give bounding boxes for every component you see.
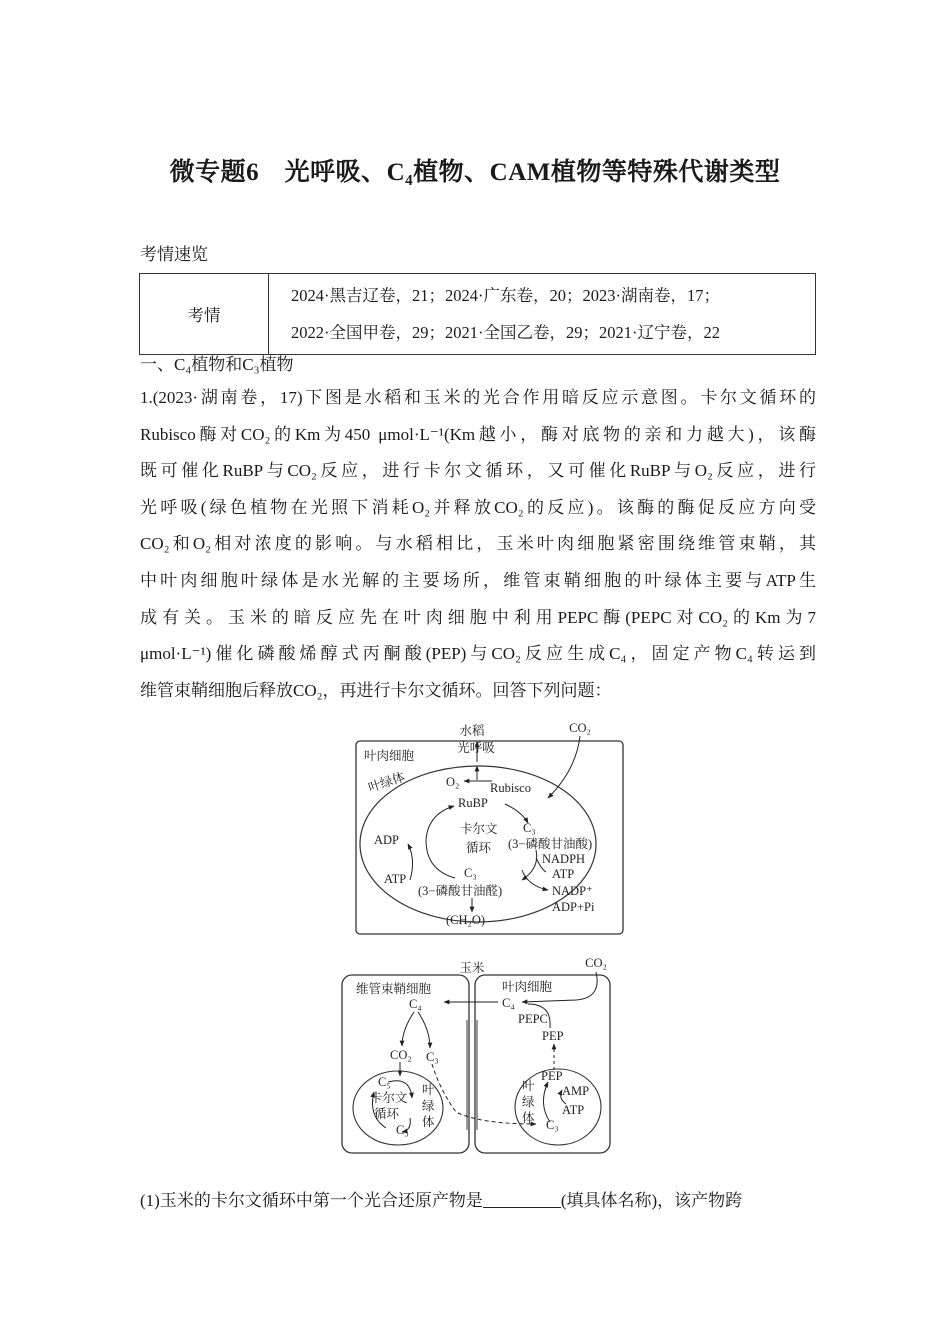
question-line: Rubisco酶对CO₂的Km为450 μmol·L⁻¹(Km越小，酶对底物的亲和力越大)，该酶 — [140, 424, 816, 444]
maize-chloroplast-right-2: 绿 — [522, 1095, 535, 1109]
rice-cycle-label-2: 循环 — [466, 841, 492, 855]
q1-text-after: (填具体名称)，该产物跨 — [560, 1191, 743, 1210]
question-1-text — [140, 380, 816, 709]
rice-atp-left-label: ATP — [384, 872, 407, 886]
photosynthesis-diagram — [340, 720, 630, 1160]
rice-ch2o-label: (CH₂O) — [446, 913, 486, 927]
q1-text-before: (1)玉米的卡尔文循环中第一个光合还原产物是 — [140, 1191, 483, 1210]
question-line: CO₂和O₂相对浓度的影响。与水稻相比，玉米叶肉细胞紧密围绕维管束鞘，其 — [140, 534, 816, 554]
maize-atp-label: ATP — [562, 1103, 585, 1117]
maize-cycle-label-2: 循环 — [374, 1107, 400, 1121]
maize-chloroplast-right-3: 体 — [522, 1111, 535, 1125]
question-line: 成有关。玉米的暗反应先在叶肉细胞中利用PEPC酶(PEPC对CO₂的Km为7 — [140, 607, 816, 627]
question-line: 中叶肉细胞叶绿体是水光解的主要场所，维管束鞘细胞的叶绿体主要与ATP生 — [140, 570, 816, 590]
exam-info-label: 考情 — [140, 274, 269, 355]
rice-nadph-label: NADPH — [542, 852, 586, 866]
rice-gap-label: (3−磷酸甘油醛) — [418, 884, 503, 898]
maize-c3-cycle-label: C₃ — [396, 1123, 409, 1137]
question-1-part-1 — [140, 1186, 742, 1211]
rice-cell-label: 叶肉细胞 — [364, 749, 415, 763]
maize-plant-label: 玉米 — [459, 961, 485, 975]
maize-mesophyll-label: 叶肉细胞 — [502, 980, 553, 994]
maize-pep-top-label: PEP — [542, 1029, 564, 1043]
maize-chloroplast-left-1: 叶 — [422, 1083, 435, 1097]
exam-info-line-2: 2022·全国甲卷，29；2021·全国乙卷，29；2021·辽宁卷，22 — [291, 323, 720, 342]
maize-cycle-label-1: 卡尔文 — [370, 1091, 408, 1105]
maize-co2-left-label: CO₂ — [390, 1048, 412, 1062]
rice-cycle-label-1: 卡尔文 — [460, 822, 498, 836]
maize-bundle-sheath-label: 维管束鞘细胞 — [356, 982, 432, 996]
rice-o2-label: O₂ — [446, 775, 460, 789]
rice-rubp-label: RuBP — [458, 796, 488, 810]
maize-pepc-label: PEPC — [518, 1012, 548, 1026]
rice-diagram — [356, 721, 623, 934]
maize-chloroplast-right-1: 叶 — [522, 1079, 535, 1093]
rice-c3-top-label: C₃ — [523, 821, 536, 835]
exam-info-table — [139, 273, 816, 355]
maize-c3-left-label: C₃ — [426, 1050, 439, 1064]
overview-heading: 考情速览 — [140, 245, 208, 264]
maize-c5-label: C₅ — [378, 1075, 391, 1089]
exam-info-content — [269, 274, 816, 355]
maize-diagram — [342, 956, 610, 1153]
maize-c4-left-label: C₄ — [409, 997, 422, 1011]
question-line: 1.(2023·湖南卷，17)下图是水稻和玉米的光合作用暗反应示意图。卡尔文循环的 — [140, 388, 816, 407]
section-heading: 一、C₄植物和C₃植物 — [140, 355, 294, 374]
rice-plant-label: 水稻 — [459, 724, 485, 738]
maize-co2-label: CO₂ — [585, 956, 607, 970]
rice-co2-label: CO₂ — [569, 721, 591, 735]
question-line: μmol·L⁻¹)催化磷酸烯醇式丙酮酸(PEP)与CO₂反应生成C₄，固定产物C₄转运到 — [140, 644, 816, 664]
maize-amp-label: AMP — [562, 1084, 590, 1098]
question-line: 光呼吸(绿色植物在光照下消耗O₂并释放CO₂的反应)。该酶的酶促反应方向受 — [140, 497, 816, 517]
page-title: 微专题6 光呼吸、C₄植物、CAM植物等特殊代谢类型 — [169, 159, 781, 186]
rice-rubisco-label: Rubisco — [490, 781, 531, 795]
rice-atp-right-label: ATP — [552, 867, 575, 881]
maize-chloroplast-left-3: 体 — [422, 1115, 435, 1129]
answer-blank[interactable] — [483, 1190, 561, 1208]
rice-nadp-label: NADP⁺ — [552, 884, 593, 898]
exam-info-line-1: 2024·黑吉辽卷，21；2024·广东卷，20；2023·湖南卷，17； — [291, 286, 720, 305]
rice-pga-label: (3−磷酸甘油酸) — [508, 837, 593, 851]
maize-pep-inner-label: PEP — [541, 1069, 563, 1083]
rice-photorespiration-label: 光呼吸 — [457, 741, 495, 755]
rice-c3-bottom-label: C₃ — [464, 866, 477, 880]
maize-c4-right-label: C₄ — [502, 996, 515, 1010]
rice-adp-label: ADP — [374, 833, 400, 847]
rice-chloroplast-label: 叶绿体 — [366, 769, 407, 795]
question-line: 维管束鞘细胞后释放CO₂，再进行卡尔文循环。回答下列问题： — [140, 680, 612, 700]
rice-adp-pi-label: ADP+Pi — [552, 900, 595, 914]
maize-c3-right-label: C₃ — [546, 1118, 559, 1132]
maize-chloroplast-left-2: 绿 — [422, 1099, 435, 1113]
question-line: 既可催化RuBP与CO₂反应，进行卡尔文循环，又可催化RuBP与O₂反应，进行 — [140, 461, 816, 481]
